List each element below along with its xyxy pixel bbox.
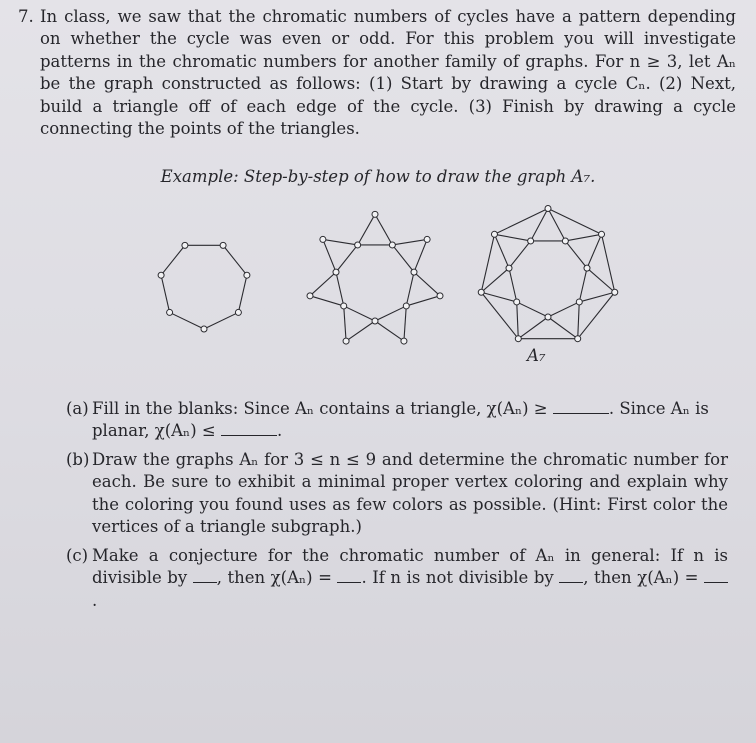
graph-edge xyxy=(310,272,336,296)
part-c-end: . xyxy=(92,590,98,610)
graph-vertex xyxy=(235,309,241,315)
graph-vertex xyxy=(372,211,378,217)
graph-edge xyxy=(579,268,587,302)
graph-vertex xyxy=(411,269,417,275)
graph-vertex xyxy=(612,289,618,295)
part-a xyxy=(66,398,728,443)
graph-vertex xyxy=(403,303,409,309)
graph-vertex xyxy=(201,326,207,332)
graph-edge xyxy=(375,321,404,341)
example-caption: Example: Step-by-step of how to draw the graph A₇. xyxy=(160,167,596,186)
graph-edge xyxy=(481,292,518,338)
graph-edge xyxy=(548,317,578,339)
graph-edge xyxy=(392,245,414,272)
part-c-mid3: , then χ(Aₙ) = xyxy=(583,568,699,588)
graph-edge xyxy=(414,272,440,296)
graph-vertex xyxy=(515,336,521,342)
part-a-lead: Fill in the blanks: Since Aₙ contains a triangle, χ(Aₙ) ≥ xyxy=(92,399,548,418)
graph-vertex xyxy=(220,242,226,248)
problem-statement xyxy=(18,6,736,140)
graph-vertex xyxy=(341,303,347,309)
graph-vertex xyxy=(599,231,605,237)
graph-vertex xyxy=(576,299,582,305)
graph-vertex xyxy=(167,309,173,315)
graph-vertex xyxy=(320,236,326,242)
graph-edge xyxy=(578,302,580,339)
part-c-mid2: . If n is not divisible by xyxy=(361,568,554,588)
graph-edge xyxy=(578,292,615,338)
graph-vertex xyxy=(424,236,430,242)
graph-edge xyxy=(161,275,169,312)
part-c xyxy=(66,545,728,612)
graph-edge xyxy=(404,306,406,341)
graph-edge xyxy=(238,275,246,312)
graph-vertex xyxy=(389,242,395,248)
graph-edge xyxy=(509,241,531,268)
graph-vertex xyxy=(333,269,339,275)
graph-edge xyxy=(344,306,346,341)
graph-edge xyxy=(517,302,519,339)
graph-edge xyxy=(531,209,548,241)
part-c-tag: (c) xyxy=(66,546,89,565)
graph-edge xyxy=(406,296,440,306)
graph-edge xyxy=(481,234,494,292)
graph-vertex xyxy=(562,238,568,244)
graph-edge xyxy=(161,245,185,275)
blank-chi-not-divisible[interactable] xyxy=(704,568,728,583)
graph-edge xyxy=(518,317,548,339)
graph-edge xyxy=(587,234,602,268)
blank-chi-divisible[interactable] xyxy=(337,568,361,583)
graph-vertex xyxy=(506,265,512,271)
graph-edge xyxy=(358,214,375,245)
blank-divisor-1[interactable] xyxy=(193,568,217,583)
graph-edge xyxy=(392,239,427,245)
graph-vertex xyxy=(491,231,497,237)
graph-edge xyxy=(375,214,392,245)
problem-intro: In class, we saw that the chromatic numbers of cycles have a pattern depending on whether the cycle was even or odd. For this problem you will investigate patterns in the chromatic numbers for another family of graphs. For n ≥ 3, let Aₙ be the graph constructed as follows: (1) Start by drawing a cycle Cₙ. (2) Next, build a triangle off of each edge of the cycle. (3) Finish by drawing a cycle connecting the points of the triangles. xyxy=(40,7,736,139)
graph-vertex xyxy=(372,318,378,324)
graph-vertex xyxy=(355,242,361,248)
graph-vertex xyxy=(307,293,313,299)
graph-vertex xyxy=(182,242,188,248)
problem-number: 7. xyxy=(18,7,34,26)
graph-vertex xyxy=(158,272,164,278)
step2-triangles-figure xyxy=(307,211,443,344)
graph-edge xyxy=(509,268,517,302)
graph-edge xyxy=(565,234,601,241)
graph-edge xyxy=(602,234,615,292)
part-c-mid1: , then χ(Aₙ) = xyxy=(216,568,332,588)
graph-edge xyxy=(336,245,358,272)
graph-vertex xyxy=(401,338,407,344)
blank-lower-bound[interactable] xyxy=(553,399,609,414)
graph-edge xyxy=(494,234,509,268)
graph-edge xyxy=(548,209,602,235)
graph-edge xyxy=(481,292,516,302)
graph-edge xyxy=(344,306,375,321)
graph-vertex xyxy=(437,293,443,299)
part-a-right: . Since Aₙ is xyxy=(608,399,709,418)
graph-edge xyxy=(323,239,336,272)
graph-construction-figures xyxy=(0,200,756,350)
graph-vertex xyxy=(478,289,484,295)
graph-edge xyxy=(223,245,247,275)
part-a-tail: planar, χ(Aₙ) ≤ xyxy=(92,421,216,441)
graph-edge xyxy=(548,209,565,241)
graph-vertex xyxy=(545,314,551,320)
graph-edge xyxy=(204,312,238,329)
graph-edge xyxy=(565,241,587,268)
graph-edge xyxy=(170,312,204,329)
graph-edge xyxy=(414,239,427,272)
graph-vertex xyxy=(528,238,534,244)
graph-edge xyxy=(548,302,579,317)
graph-vertex xyxy=(545,206,551,212)
part-a-tag: (a) xyxy=(66,399,89,418)
graph-edge xyxy=(494,209,548,235)
blank-divisor-2[interactable] xyxy=(559,568,583,583)
graph-vertex xyxy=(584,265,590,271)
step3-final-graph-figure xyxy=(478,206,618,342)
blank-upper-bound[interactable] xyxy=(221,421,277,436)
graph-edge xyxy=(346,321,375,341)
part-a-end: . xyxy=(276,421,283,441)
figure-label-a7: A₇ xyxy=(527,346,546,365)
part-b-text: Draw the graphs Aₙ for 3 ≤ n ≤ 9 and determine the chromatic number for each. Be sure to exhibit a minimal proper vertex coloring and explain why the coloring you found uses as few colors as possible. (Hint: First color the vertices of a triangle subgraph.) xyxy=(92,450,728,537)
part-b-tag: (b) xyxy=(66,450,90,469)
graph-edge xyxy=(579,292,614,302)
graph-edge xyxy=(323,239,358,245)
graph-edge xyxy=(336,272,344,306)
graph-vertex xyxy=(244,272,250,278)
graph-edge xyxy=(406,272,414,306)
graph-vertex xyxy=(343,338,349,344)
step1-cycle-figure xyxy=(158,242,250,332)
part-c-lead: Make a conjecture for the chromatic number of Aₙ in general: If n is divisible by xyxy=(92,546,728,588)
graph-edge xyxy=(310,296,344,306)
graph-edge xyxy=(494,234,530,241)
part-b xyxy=(66,449,728,539)
graph-edge xyxy=(375,306,406,321)
graph-vertex xyxy=(514,299,520,305)
graph-edge xyxy=(517,302,548,317)
graph-vertex xyxy=(575,336,581,342)
